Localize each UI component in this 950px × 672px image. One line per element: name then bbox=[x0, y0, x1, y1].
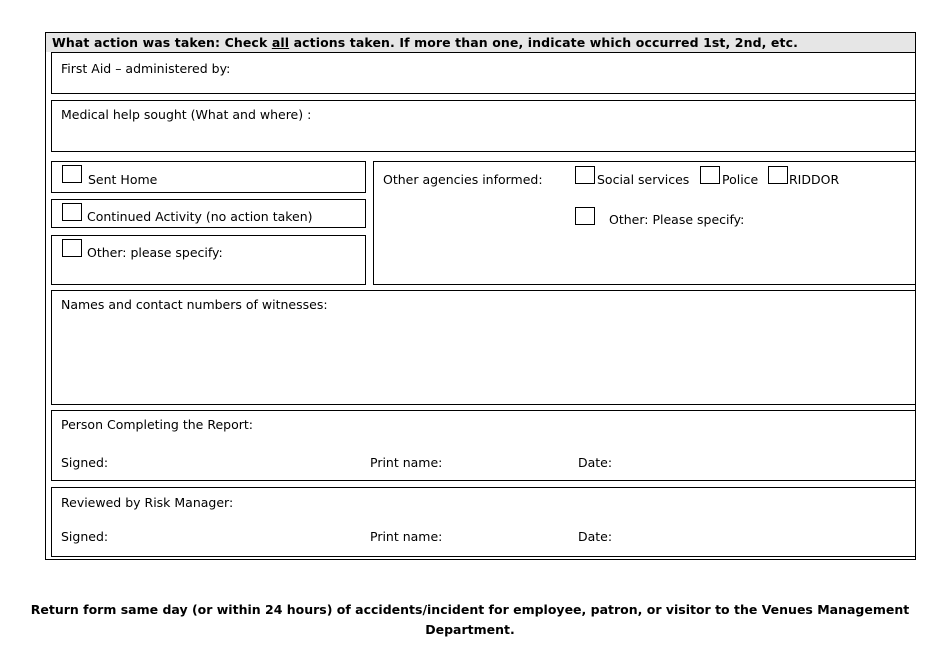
police-checkbox[interactable] bbox=[700, 166, 720, 184]
other-agency-checkbox[interactable] bbox=[575, 207, 595, 225]
medical-help-label: Medical help sought (What and where) : bbox=[61, 107, 312, 122]
other-action-label: Other: please specify: bbox=[87, 245, 223, 260]
return-instructions bbox=[30, 600, 910, 640]
return-instructions-line-1: Return form same day (or within 24 hours) of accidents/incident for employee, patron, or visitor to the Venues Management bbox=[30, 602, 910, 617]
heading-underlined-word: all bbox=[271, 35, 290, 50]
heading-part-2: actions taken. If more than one, indicate which occurred 1st, 2nd, etc. bbox=[289, 35, 798, 50]
continued-activity-checkbox[interactable] bbox=[62, 203, 82, 221]
continued-activity-label: Continued Activity (no action taken) bbox=[87, 209, 313, 224]
person-completing-signed-label: Signed: bbox=[61, 455, 109, 470]
other-action-checkbox[interactable] bbox=[62, 239, 82, 257]
agencies-label: Other agencies informed: bbox=[383, 172, 543, 187]
form-instruction-heading bbox=[52, 35, 798, 50]
first-aid-label: First Aid – administered by: bbox=[61, 61, 231, 76]
sent-home-checkbox[interactable] bbox=[62, 165, 82, 183]
other-agency-label: Other: Please specify: bbox=[609, 212, 745, 227]
riddor-label: RIDDOR bbox=[789, 172, 840, 187]
reviewed-by-date-label: Date: bbox=[578, 529, 613, 544]
other-action-row bbox=[51, 235, 366, 285]
heading-part-1: What action was taken: Check bbox=[52, 35, 272, 50]
riddor-checkbox[interactable] bbox=[768, 166, 788, 184]
social-services-checkbox[interactable] bbox=[575, 166, 595, 184]
social-services-label: Social services bbox=[597, 172, 690, 187]
return-instructions-line-2: Department. bbox=[425, 622, 515, 637]
person-completing-date-label: Date: bbox=[578, 455, 613, 470]
person-completing-print-name-label: Print name: bbox=[370, 455, 443, 470]
police-label: Police bbox=[722, 172, 759, 187]
witnesses-label: Names and contact numbers of witnesses: bbox=[61, 297, 328, 312]
reviewed-by-signed-label: Signed: bbox=[61, 529, 109, 544]
reviewed-by-print-name-label: Print name: bbox=[370, 529, 443, 544]
person-completing-title: Person Completing the Report: bbox=[61, 417, 253, 432]
reviewed-by-title: Reviewed by Risk Manager: bbox=[61, 495, 234, 510]
sent-home-label: Sent Home bbox=[88, 172, 158, 187]
